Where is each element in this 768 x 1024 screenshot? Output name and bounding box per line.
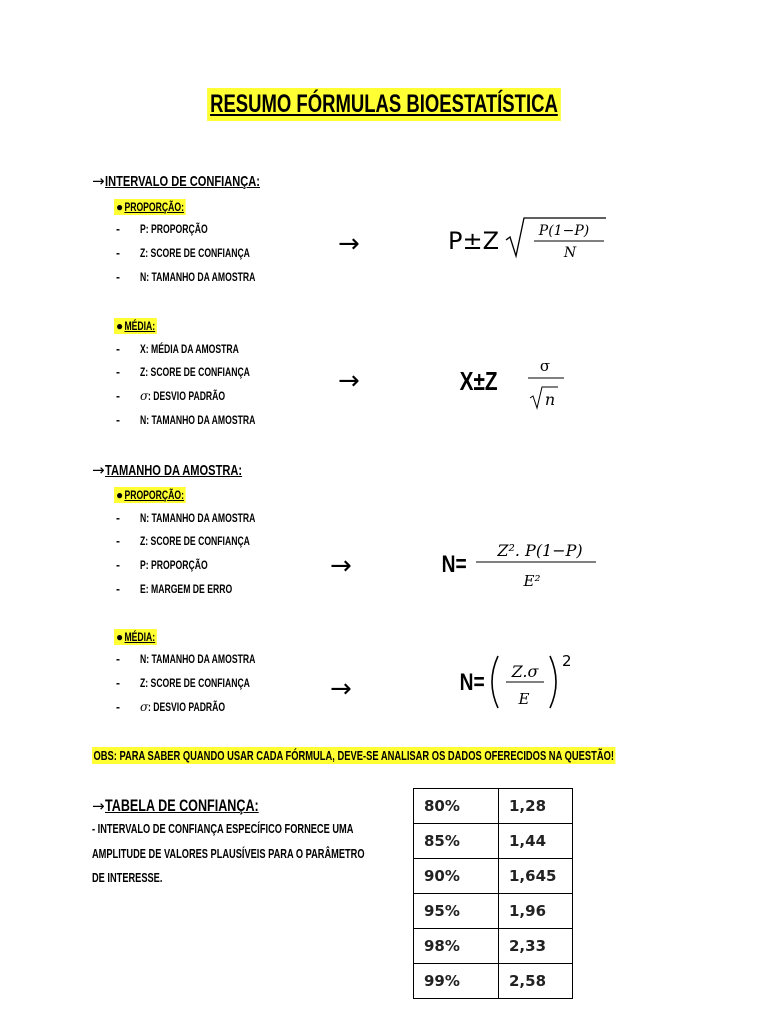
subheading-label: MÉDIA: — [124, 319, 156, 333]
right-arrow-icon: → — [338, 366, 360, 396]
formula-denominator: N — [563, 245, 577, 261]
table-row — [414, 894, 573, 929]
subheading-proporcao — [114, 487, 210, 503]
confidence-level-cell: 98% — [414, 929, 499, 964]
list-item-text: X: MÉDIA DA AMOSTRA — [140, 342, 239, 356]
z-score-cell: 1,28 — [499, 789, 573, 824]
z-score-cell: 1,645 — [499, 859, 573, 894]
left-paren — [492, 656, 498, 708]
section-heading-tamanho — [92, 461, 290, 479]
list-item-text: N: TAMANHO DA AMOSTRA — [140, 270, 256, 284]
z-score-cell: 1,96 — [499, 894, 573, 929]
bullet-icon: ● — [116, 319, 124, 333]
confidence-table — [413, 788, 573, 999]
formula-left: P±Z — [448, 227, 500, 255]
table-row — [414, 929, 573, 964]
obs-note: OBS: PARA SABER QUANDO USAR CADA FÓRMULA, DEVE-SE ANALISAR OS DADOS OFERECIDOS NA QUESTÃO! — [93, 748, 614, 763]
formula-numerator: Z.σ — [511, 662, 539, 681]
list-item-text: : DESVIO PADRÃO — [148, 700, 226, 714]
list-item-text: N: TAMANHO DA AMOSTRA — [140, 511, 256, 525]
list-item-text: : DESVIO PADRÃO — [148, 389, 226, 403]
list-item: - N: TAMANHO DA AMOSTRA — [116, 413, 256, 427]
bullet-icon: ● — [116, 630, 124, 644]
subheading-proporcao — [114, 199, 210, 215]
subheading-label: MÉDIA: — [124, 630, 156, 644]
table-row — [414, 824, 573, 859]
right-arrow-icon: → — [330, 551, 352, 581]
list-item-text: N: TAMANHO DA AMOSTRA — [140, 413, 256, 427]
list-item-text: Z: SCORE DE CONFIANÇA — [140, 365, 250, 379]
formula-exponent: 2 — [562, 652, 572, 670]
formula-numerator: P(1−P) — [538, 223, 590, 239]
subheading-media — [114, 629, 170, 645]
list-item: - E: MARGEM DE ERRO — [116, 582, 233, 596]
formula-tamanho-proporcao — [440, 530, 620, 596]
table-row — [414, 859, 573, 894]
list-item-text: N: TAMANHO DA AMOSTRA — [140, 652, 256, 666]
page-title: RESUMO FÓRMULAS BIOESTATÍSTICA — [207, 88, 561, 121]
formula-ic-proporcao — [446, 212, 626, 262]
title-wrap — [0, 88, 768, 121]
list-item-text: P: PROPORÇÃO — [140, 222, 208, 236]
bullet-icon: ● — [116, 488, 124, 502]
list-item: - σ: DESVIO PADRÃO — [116, 700, 226, 714]
formula-left: X±Z — [459, 366, 498, 396]
list-item-text: P: PROPORÇÃO — [140, 558, 208, 572]
z-score-cell: 2,58 — [499, 964, 573, 999]
list-item-text: Z: SCORE DE CONFIANÇA — [140, 534, 250, 548]
table-description-line: - INTERVALO DE CONFIANÇA ESPECÍFICO FORNECE UMA — [92, 822, 354, 836]
confidence-level-cell: 90% — [414, 859, 499, 894]
section-heading-intervalo — [92, 172, 314, 190]
list-item: - Z: SCORE DE CONFIANÇA — [116, 246, 250, 260]
confidence-level-cell: 80% — [414, 789, 499, 824]
formula-denominator: E — [518, 690, 530, 708]
list-item: - Z: SCORE DE CONFIANÇA — [116, 534, 250, 548]
subheading-label: PROPORÇÃO: — [124, 488, 185, 502]
list-item: - Z: SCORE DE CONFIANÇA — [116, 365, 250, 379]
formula-numerator: σ — [539, 357, 551, 375]
formula-ic-media — [458, 352, 578, 412]
formula-numerator: Z². P(1−P) — [497, 541, 583, 560]
formula-tamanho-media — [458, 648, 588, 714]
arrow-icon: → — [92, 461, 105, 479]
list-item: - N: TAMANHO DA AMOSTRA — [116, 652, 256, 666]
section-heading-tabela — [92, 796, 312, 816]
z-score-cell: 2,33 — [499, 929, 573, 964]
formula-left: N= — [459, 667, 485, 696]
z-score-cell: 1,44 — [499, 824, 573, 859]
list-item: - N: TAMANHO DA AMOSTRA — [116, 270, 256, 284]
list-item: - X: MÉDIA DA AMOSTRA — [116, 342, 239, 356]
list-item: - N: TAMANHO DA AMOSTRA — [116, 511, 256, 525]
list-item-text: Z: SCORE DE CONFIANÇA — [140, 676, 250, 690]
section-heading-text: INTERVALO DE CONFIANÇA: — [104, 173, 260, 190]
table-description-line: AMPLITUDE DE VALORES PLAUSÍVEIS PARA O PARÂMETRO — [92, 847, 365, 861]
section-heading-text: TABELA DE CONFIANÇA: — [104, 796, 259, 815]
arrow-icon: → — [92, 797, 105, 815]
formula-denominator: n — [544, 390, 556, 409]
table-row — [414, 789, 573, 824]
confidence-level-cell: 85% — [414, 824, 499, 859]
list-item: - P: PROPORÇÃO — [116, 222, 208, 236]
formula-left: N= — [441, 549, 467, 578]
subheading-label: PROPORÇÃO: — [124, 200, 185, 214]
section-heading-text: TAMANHO DA AMOSTRA: — [104, 462, 242, 479]
sigma-symbol: σ — [140, 700, 149, 714]
list-item: - P: PROPORÇÃO — [116, 558, 208, 572]
bullet-icon: ● — [116, 200, 124, 214]
table-description-line: DE INTERESSE. — [92, 871, 163, 885]
sigma-symbol: σ — [140, 389, 149, 403]
formula-denominator: E² — [523, 572, 541, 590]
confidence-level-cell: 99% — [414, 964, 499, 999]
right-paren — [550, 656, 556, 708]
right-arrow-icon: → — [338, 229, 360, 259]
list-item-text: Z: SCORE DE CONFIANÇA — [140, 246, 250, 260]
list-item: - σ: DESVIO PADRÃO — [116, 389, 226, 403]
confidence-level-cell: 95% — [414, 894, 499, 929]
subheading-media — [114, 318, 170, 334]
right-arrow-icon: → — [330, 674, 352, 704]
list-item-text: E: MARGEM DE ERRO — [140, 582, 233, 596]
table-row — [414, 964, 573, 999]
list-item: - Z: SCORE DE CONFIANÇA — [116, 676, 250, 690]
arrow-icon: → — [92, 172, 105, 190]
